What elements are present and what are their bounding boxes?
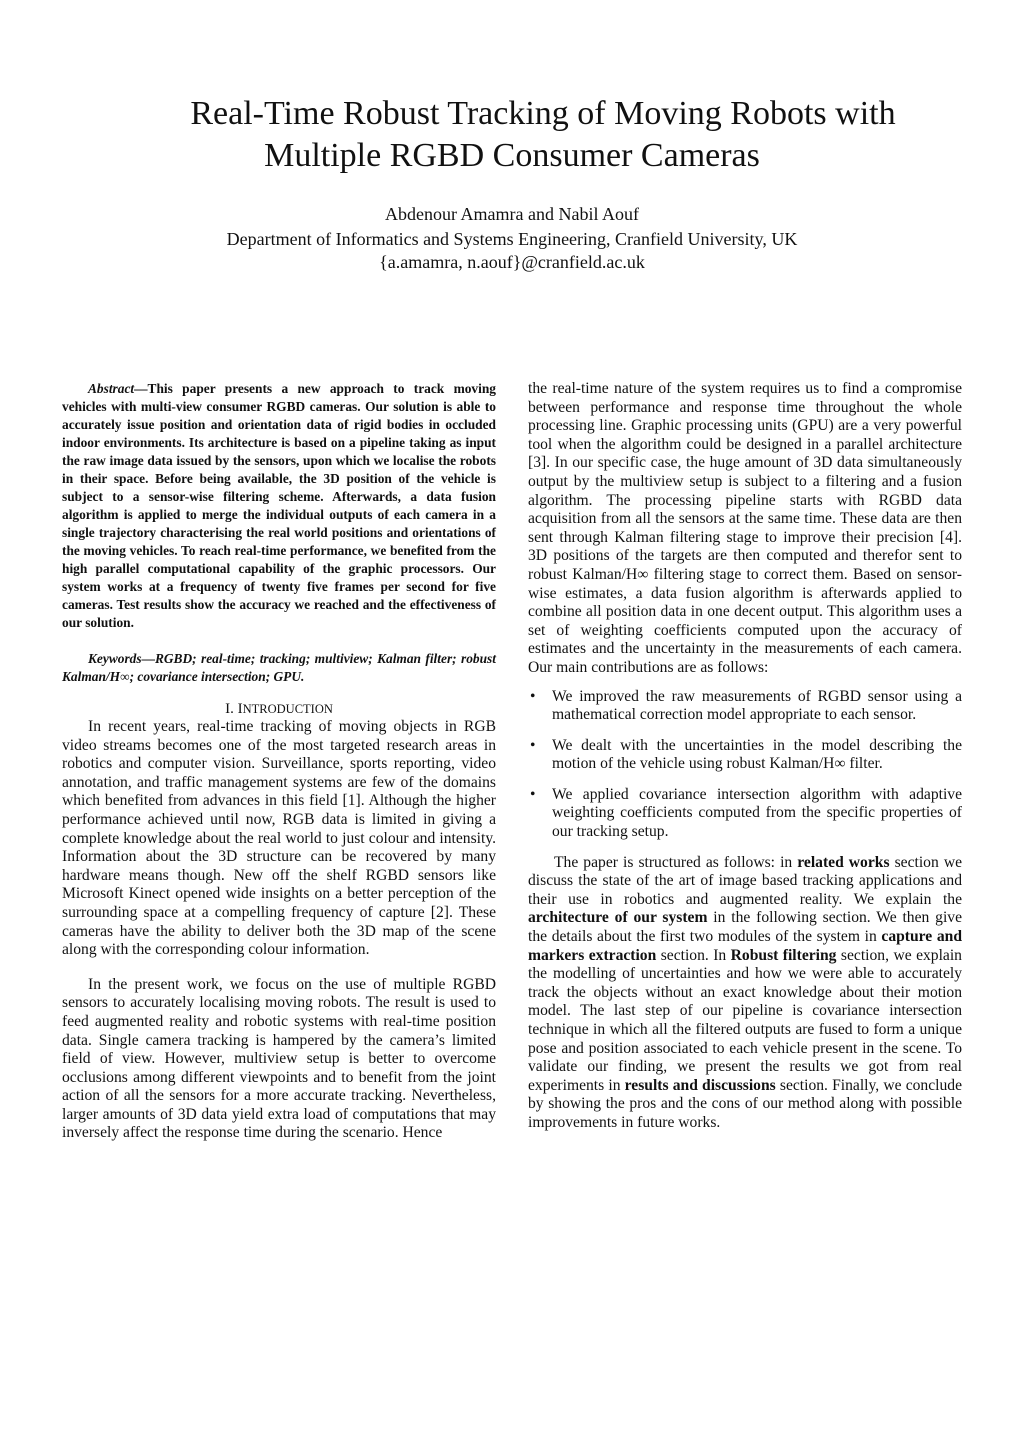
contribution-text: We applied covariance intersection algorithm with adaptive weighting coefficients computed from the specific properties of our tracking setup. [552,785,962,841]
authors: Abdenour Amamra and Nabil Aouf [385,204,639,224]
structure-text: section. Finally, we conclude by showing the pros and the cons of our method along with possible improvements in future works. [528,1076,962,1131]
paper-title [0,93,1024,177]
paper-structure-paragraph [528,854,962,1133]
keywords: Keywords—RGBD; real-time; tracking; multiview; Kalman filter; robust Kalman/H∞; covariance intersection; GPU. [62,651,496,684]
bullet-icon: • [530,785,536,803]
structure-text: section, we explain the modelling of uncertainties and how we were able to accurately track the objects without an exact knowledge about their motion model. The last step of our pipeline is covariance intersection technique in which all the filtered outputs are fused to form a unique pose and position associated to each vehicle present in the scene. To validate our finding, we present the results we got from real experiments in [528,946,962,1094]
section-ref-architecture: architecture of our system [528,909,708,927]
abstract-label: Abstract [88,381,135,396]
section-title-initial: I [237,701,243,717]
right-column [528,380,962,1133]
section-number: I. [225,701,234,717]
bullet-icon: • [530,687,536,705]
section-ref-capture: capture and markers extraction [528,928,963,964]
bullet-icon: • [530,736,536,754]
intro-paragraph-continued: the real-time nature of the system requires us to find a compromise between performance and response time throughout the whole processing line. Graphic processing units (GPU) are a very powerful tool when the algorithm could be designed in a parallel architecture [3]. In our specific case, the huge amount of 3D data simultaneously output by the multiview setup is subject to a filtering and a fusion algorithm. The processing pipeline starts with RGBD data acquisition from all the sensors at the same time. These data are then sent through Kalman filtering stage to improve their precision [4]. 3D positions of the targets are then computed and therefor sent to robust Kalman/H∞ filtering stage to correct them. Based on sensor-wise estimates, a data fusion algorithm is afterwards applied to combine all position data in one decent output. This algorithm uses a set of weighting coefficients computed upon the accuracy of estimates and the uncertainty in the measurements of each camera. Our main contributions are as follows: [528,380,962,676]
left-column [62,380,496,1143]
intro-paragraph-2: In the present work, we focus on the use of multiple RGBD sensors to accurately localising moving robots. The result is used to feed augmented reality and robotic systems with real-time position data. Single camera tracking is hampered by the camera’s limited field of view. However, multiview setup is better to overcome occlusions among different viewpoints and to benefit from the joint action of all the sensors for a more accurate tracking. Nevertheless, larger amounts of 3D data yield extra load of computations that may inversely affect the response time during the scenario. Hence [62,975,496,1142]
author-emails: {a.amamra, n.aouf}@cranfield.ac.uk [379,252,645,272]
abstract [62,380,496,632]
section-ref-related-works: related works [797,853,890,871]
structure-text: in the following section. We then give the details about the first two modules of the system in [528,909,962,946]
section-ref-results: results and discussions [624,1076,776,1094]
contributions-list [528,688,962,842]
contribution-text: We dealt with the uncertainties in the model describing the motion of the vehicle using robust Kalman/H∞ filter. [552,736,962,773]
structure-text: The paper is structured as follows: in [554,853,798,871]
affiliation: Department of Informatics and Systems Engineering, Cranfield University, UK [226,229,798,249]
list-item [528,688,962,725]
section-title-rest: NTRODUCTION [242,702,333,716]
list-item [528,786,962,842]
title-line-1: Real-Time Robust Tracking of Moving Robots with [190,95,896,132]
structure-text: section we discuss the state of the art of image based tracking applications and their use in robotics and augmented reality. We explain the [528,853,962,908]
structure-text: section. In [656,946,731,964]
contribution-text: We improved the raw measurements of RGBD sensor using a mathematical correction model appropriate to each sensor. [552,687,962,724]
list-item [528,737,962,774]
title-line-2: Multiple RGBD Consumer Cameras [264,137,760,174]
intro-paragraph-1: In recent years, real-time tracking of moving objects in RGB video streams becomes one of the most targeted research areas in robotics and computer vision. Surveillance, sports reporting, video annotation, and traffic management systems are few of the domains which benefited from advances in this field [1]. Although the higher performance achieved until now, RGB data is limited in giving a complete knowledge about the real world to just colour and intensity. Information about the 3D structure can be recovered by many hardware means though. New off the shelf RGBD sensors like Microsoft Kinect opened wide insights on a better perception of the surrounding space at a compelling frequency of capture [2]. These cameras have the ability to deliver both the 3D map of the scene along with the corresponding colour information. [62,718,496,959]
section-heading-introduction [62,700,496,718]
section-ref-robust-filtering: Robust filtering [730,946,837,964]
abstract-text: —This paper presents a new approach to track moving vehicles with multi-view consumer RGBD cameras. Our solution is able to accurately issue position and orientation data of rigid bodies in occluded indoor environments. Its architecture is based on a pipeline taking as input the raw image data issued by the sensors, upon which we localise the robots in their space. Before being available, the 3D position of the vehicle is subject to a sensor-wise filtering scheme. Afterwards, a data fusion algorithm is applied to merge the individual outputs of each camera in a single trajectory characterising the real world positions and orientations of the moving vehicles. To reach real-time performance, we benefited from the high parallel computational capability of the graphic processors. Our system works at a frequency of twenty five frames per second for five cameras. Test results show the accuracy we reached and the effectiveness of our solution. [62,381,496,630]
